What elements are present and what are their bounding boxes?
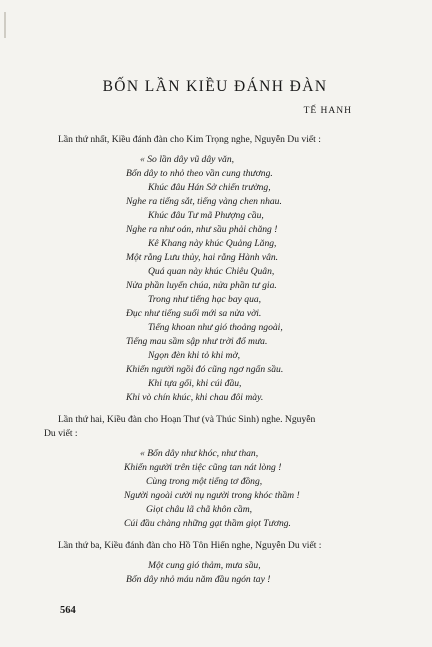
verse-line: Một cung gió thảm, mưa sầu, [148, 560, 261, 571]
verse-line: « So lần dây vũ dây văn, [140, 154, 235, 165]
verse-line: Khúc đâu Tư mã Phượng cầu, [148, 210, 264, 221]
prose-line: Du viết : [44, 428, 78, 439]
verse-line: Nửa phần luyến chúa, nửa phần tư gia. [126, 280, 277, 291]
verse-line: Cúi đầu chàng những gạt thầm giọt Tương. [124, 518, 291, 529]
verse-line: Khiến người trên tiệc cũng tan nát lòng ! [124, 462, 282, 473]
verse-line: Khi vò chín khúc, khi chau đôi mày. [126, 392, 264, 403]
verse-line: Người ngoài cười nụ người trong khóc thầm ! [124, 490, 300, 501]
verse-line: Ngọn đèn khi tỏ khi mờ, [148, 350, 240, 361]
prose-line: Lần thứ nhất, Kiều đánh đàn cho Kim Trọng nghe, Nguyễn Du viết : [58, 134, 321, 145]
verse-line: Trong như tiếng hạc bay qua, [148, 294, 262, 305]
verse-line: Tiếng khoan như gió thoảng ngoài, [148, 322, 283, 333]
verse-line: Cùng trong một tiếng tơ đồng, [146, 476, 263, 487]
verse-line: Quá quan này khúc Chiêu Quân, [148, 266, 275, 277]
verse-line: Giọt châu lã chã khôn cầm, [146, 504, 253, 515]
verse-line: Bốn dây to nhỏ theo vần cung thương. [126, 168, 273, 179]
verse-line: Một rằng Lưu thủy, hai rằng Hành vân. [126, 252, 279, 263]
verse-line: Đục như tiếng suối mới sa nửa vời. [126, 308, 262, 319]
page-title: BỐN LẦN KIỀU ĐÁNH ĐÀN [102, 78, 328, 95]
page-number: 564 [60, 605, 76, 616]
prose-line: Lần thứ ba, Kiều đánh đàn cho Hồ Tôn Hiến nghe, Nguyễn Du viết : [58, 540, 322, 551]
verse-line: Bốn dây nhỏ máu năm đầu ngón tay ! [126, 574, 271, 585]
verse-line: Khúc đâu Hán Sở chiến trường, [148, 182, 271, 193]
verse-line: Nghe ra như oán, như sầu phải chăng ! [126, 224, 278, 235]
author-name: TẾ HANH [303, 106, 352, 116]
verse-line: Nghe ra tiếng sắt, tiếng vàng chen nhau. [126, 196, 282, 207]
scan-margin-mark [4, 12, 6, 38]
verse-line: Tiếng mau sầm sập như trời đổ mưa. [126, 336, 268, 347]
verse-line: Kê Khang này khúc Quảng Lăng, [148, 238, 277, 249]
verse-line: Khiến người ngồi đó cũng ngơ ngẩn sầu. [126, 364, 284, 375]
verse-line: « Bốn dây như khóc, như than, [140, 448, 259, 459]
verse-line: Khi tựa gối, khi cúi đầu, [148, 378, 242, 389]
prose-line: Lần thứ hai, Kiều đàn cho Hoạn Thư (và Thúc Sinh) nghe. Nguyễn [58, 414, 316, 425]
